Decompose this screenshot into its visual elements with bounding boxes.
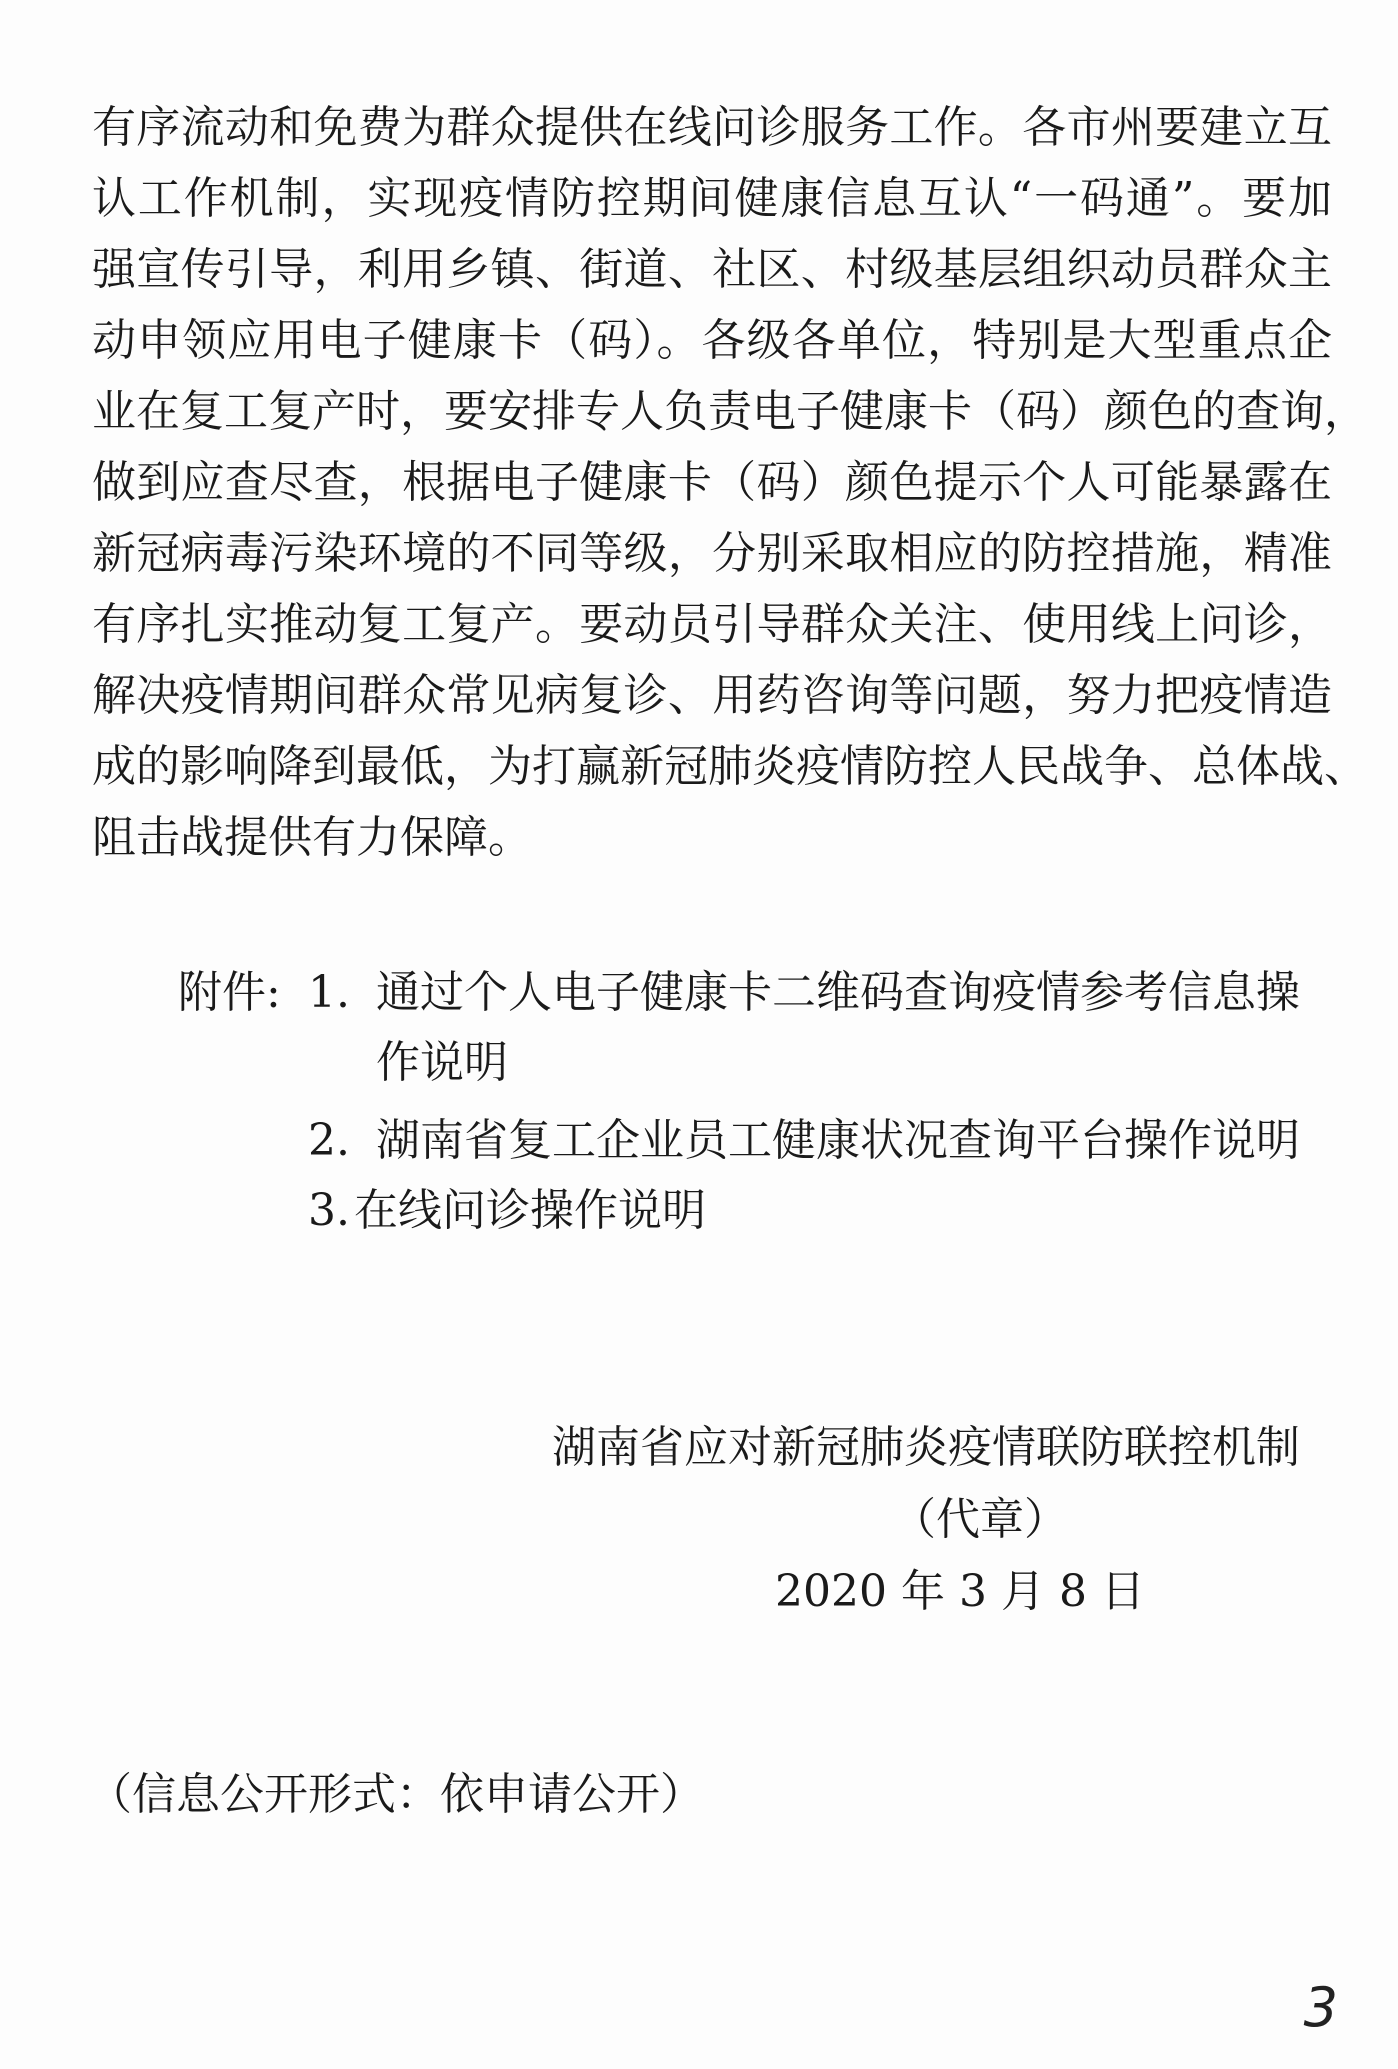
body-line: 成的影响降到最低，为打赢新冠肺炎疫情防控人民战争、总体战、 xyxy=(92,741,1368,792)
body-paragraph xyxy=(92,92,1368,873)
body-line: 有序扎实推动复工复产。要动员引导群众关注、使用线上问诊， xyxy=(92,599,1332,650)
body-line: 业在复工复产时，要安排专人负责电子健康卡（码）颜色的查询， xyxy=(92,386,1368,437)
attachment-title: 湖南省复工企业员工健康状况查询平台操作说明 xyxy=(376,1115,1300,1166)
attachment-item-continuation xyxy=(178,1028,1338,1098)
issuing-organization: 湖南省应对新冠肺炎疫情联防联控机制 xyxy=(552,1422,1300,1473)
body-line: 认工作机制，实现疫情防控期间健康信息互认“一码通”。要加 xyxy=(92,173,1332,224)
body-line: 强宣传引导，利用乡镇、街道、社区、村级基层组织动员群众主 xyxy=(92,244,1332,295)
body-line: 有序流动和免费为群众提供在线问诊服务工作。各市州要建立互 xyxy=(92,102,1332,153)
attachment-title: 在线问诊操作说明 xyxy=(354,1185,706,1236)
attachment-item xyxy=(178,1106,1338,1176)
disclosure-note: （信息公开形式：依申请公开） xyxy=(88,1769,704,1820)
signature-block xyxy=(520,1412,1300,1628)
attachment-number: 3. xyxy=(308,1185,350,1236)
page-number: 3 xyxy=(1303,1976,1338,2039)
attachment-item xyxy=(178,1176,1338,1246)
seal-note: （代章） xyxy=(892,1494,1068,1545)
attachment-number: 1. xyxy=(308,967,350,1018)
attachments-label: 附件: xyxy=(178,967,281,1018)
attachments-list xyxy=(178,958,1338,1246)
attachment-title-continuation: 作说明 xyxy=(376,1037,508,1088)
attachment-item xyxy=(178,958,1338,1028)
body-line: 做到应查尽查，根据电子健康卡（码）颜色提示个人可能暴露在 xyxy=(92,457,1332,508)
attachment-title: 通过个人电子健康卡二维码查询疫情参考信息操 xyxy=(376,967,1300,1018)
body-line: 动申领应用电子健康卡（码）。各级各单位，特别是大型重点企 xyxy=(92,315,1332,366)
issue-date: 2020 年 3 月 8 日 xyxy=(775,1566,1145,1617)
body-line: 新冠病毒污染环境的不同等级，分别采取相应的防控措施，精准 xyxy=(92,528,1332,579)
attachment-number: 2. xyxy=(308,1115,350,1166)
body-line: 解决疫情期间群众常见病复诊、用药咨询等问题，努力把疫情造 xyxy=(92,670,1332,721)
body-line: 阻击战提供有力保障。 xyxy=(92,812,532,863)
